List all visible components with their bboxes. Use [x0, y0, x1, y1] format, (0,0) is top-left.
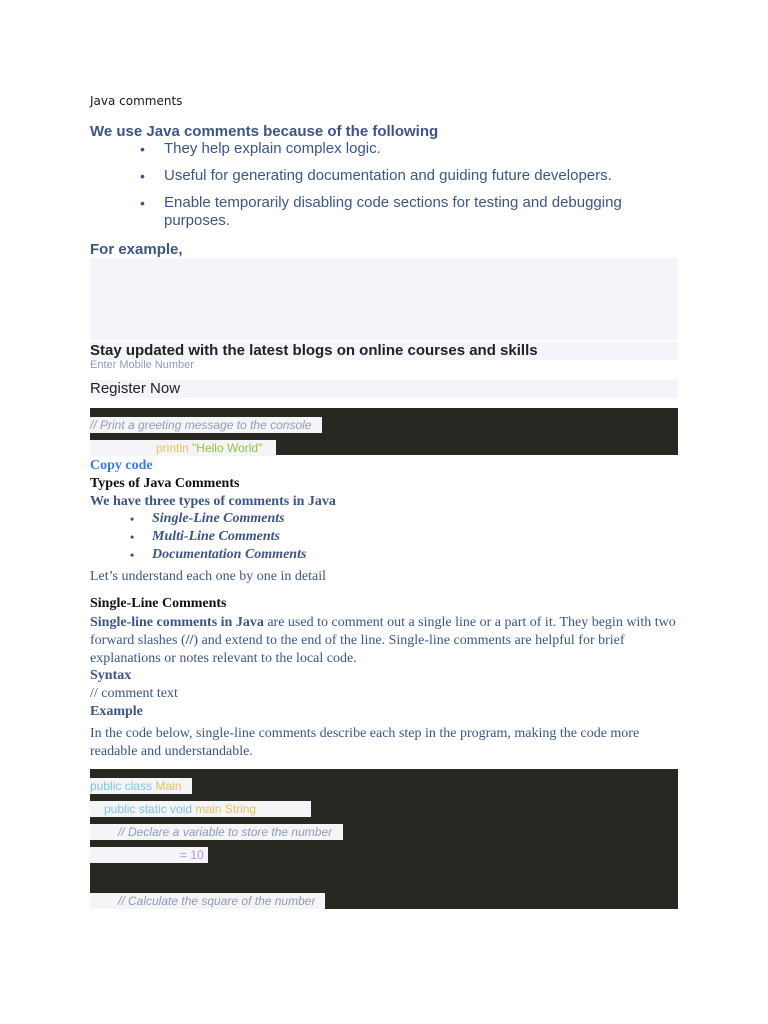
- code-type: String: [224, 802, 257, 816]
- code-assignment: = 10: [180, 848, 204, 862]
- code-line: [90, 440, 276, 456]
- for-example-label: For example,: [90, 241, 183, 258]
- example-label: Example: [90, 704, 143, 719]
- code-block-greeting: [90, 408, 678, 455]
- doc-title: Java comments: [90, 94, 183, 108]
- paragraph-text: are used to comment out a single line or a part of it. They begin with two forward slashes (: [90, 615, 676, 648]
- slashes-term: //: [185, 633, 194, 648]
- code-line: [90, 847, 208, 863]
- code-block-square: [90, 769, 678, 909]
- code-comment: // Declare a variable to store the number: [118, 825, 333, 839]
- code-keyword: public static void: [104, 802, 196, 816]
- copy-code-link[interactable]: Copy code: [90, 458, 153, 473]
- section-paragraph: [90, 614, 680, 668]
- types-list: [130, 510, 306, 564]
- code-class-name: Main: [155, 779, 182, 793]
- example-paragraph: In the code below, single-line comments describe each step in the program, making the code more readable and understandable.: [90, 726, 640, 759]
- code-keyword: public class: [90, 779, 156, 793]
- bold-term: Single-line comments in Java: [90, 615, 264, 630]
- newsletter-heading: Stay updated with the latest blogs on online courses and skills: [90, 342, 678, 360]
- section-heading: Single-Line Comments: [90, 596, 227, 611]
- list-item: • Documentation Comments: [130, 546, 306, 564]
- embed-placeholder: [90, 258, 678, 340]
- reasons-heading: We use Java comments because of the following: [90, 123, 439, 140]
- code-comment: // Print a greeting message to the console: [90, 418, 312, 432]
- types-subheading: We have three types of comments in Java: [90, 494, 336, 509]
- syntax-label: Syntax: [90, 668, 132, 683]
- code-method: main: [195, 802, 222, 816]
- code-line: [90, 893, 325, 909]
- mobile-number-field[interactable]: Enter Mobile Number: [90, 359, 194, 371]
- register-now-button[interactable]: Register Now: [90, 380, 678, 398]
- types-heading: Types of Java Comments: [90, 476, 240, 491]
- list-item: • Enable temporarily disabling code sections for testing and debugging purposes.: [140, 194, 660, 230]
- list-item: • Multi-Line Comments: [130, 528, 306, 546]
- syntax-text: // comment text: [90, 686, 178, 701]
- list-item: • Useful for generating documentation and guiding future developers.: [140, 167, 660, 185]
- paragraph-text: ) and extend to the end of the line. Single-line comments are helpful for brief explanations or notes relevant to the local code.: [90, 633, 625, 666]
- code-line: [90, 824, 343, 840]
- code-line: [90, 417, 322, 433]
- list-item: • Single-Line Comments: [130, 510, 306, 528]
- reasons-list: [140, 140, 660, 239]
- code-line: [90, 778, 192, 794]
- code-method: println: [156, 441, 189, 455]
- code-comment: // Calculate the square of the number: [118, 894, 316, 908]
- intro-text: Let’s understand each one by one in detail: [90, 569, 326, 584]
- code-line: [90, 801, 311, 817]
- code-string: "Hello World": [192, 441, 263, 455]
- list-item: • They help explain complex logic.: [140, 140, 660, 158]
